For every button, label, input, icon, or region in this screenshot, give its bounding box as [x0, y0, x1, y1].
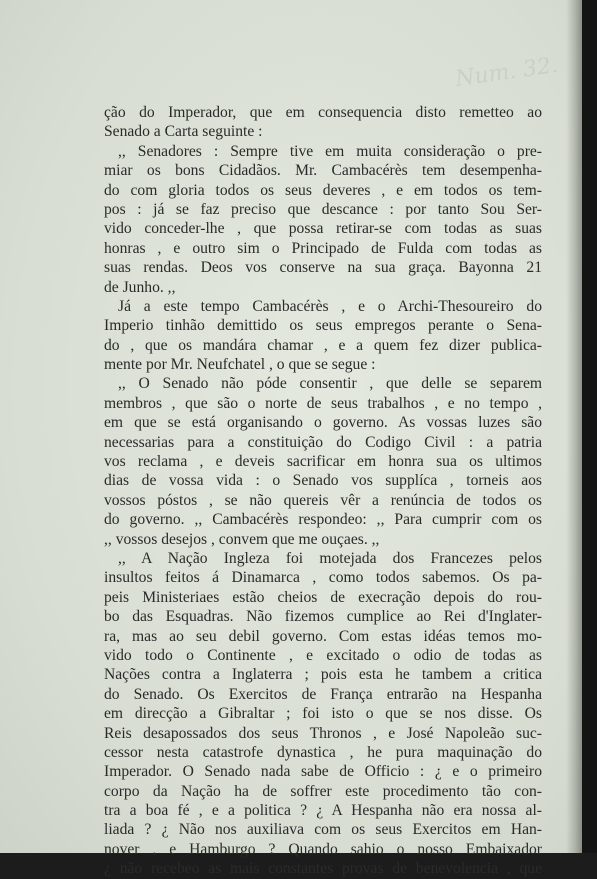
text-line: ,, O Senado não póde consentir , que delle se separem: [118, 375, 542, 393]
bleed-through-mark: Num. 32.: [453, 52, 560, 93]
text-line: necessarias para a constituição do Codigo Civil : a patria: [104, 433, 542, 451]
text-line: Imperio tinhão demittido os seus empregos perante o Sena-: [104, 317, 542, 335]
scan-edge: [582, 0, 597, 853]
text-line: ,, vossos desejos , convem que me ouçaes. ,,: [104, 530, 380, 548]
text-line: membros , que são o norte de seus trabalhos , e no tempo ,: [104, 394, 542, 412]
text-line: vossos póstos , se não quereis vêr a renúncia de todos os: [104, 491, 542, 509]
text-line: vos reclama , e deveis sacrificar em honra sua os ultimos: [104, 453, 542, 471]
text-line: vido todo o Continente , e excitado o odio de todas as: [104, 646, 542, 664]
text-line: insultos feitos á Dinamarca , como todos sabemos. Os pa-: [104, 569, 542, 587]
text-line: do com gloria todos os seus deveres , e em todos os tem-: [104, 181, 542, 199]
body-text: [104, 103, 542, 879]
text-line: ra, mas ao seu debil governo. Com estas idéas temos mo-: [104, 627, 542, 645]
text-line: nover , e Hamburgo ? Quando sahio o nosso Embaixador: [104, 840, 542, 858]
text-line: Senado a Carta seguinte :: [104, 123, 263, 141]
text-line: liada ? ¿ Não nos auxiliava com os seus Exercitos em Han-: [104, 821, 542, 839]
text-line: peis Ministeriaes estão cheios de execração depois do rou-: [104, 588, 542, 606]
text-line: pos : já se faz preciso que descance : por tanto Sou Ser-: [104, 200, 542, 218]
text-line: ,, A Nação Ingleza foi motejada dos Francezes pelos: [118, 549, 542, 567]
text-line: mente por Mr. Neufchatel , o que se segue :: [104, 356, 376, 374]
text-line: ¿ não recebeo as mais constantes provas de benevolencia , que: [104, 860, 542, 878]
text-line: em direcção a Gibraltar ; foi isto o que se nos disse. Os: [104, 705, 542, 723]
text-line: do governo. ,, Cambacérès respondeo: ,, Para cumprir com os: [104, 511, 542, 529]
text-line: ção do Imperador, que em consequencia disto remetteo ao: [104, 104, 542, 121]
text-line: em que se está organisando o governo. As vossas luzes são: [104, 414, 542, 432]
text-line: honras , e outro sim o Principado de Fulda com todas as: [104, 239, 542, 257]
text-line: Nações contra a Inglaterra ; pois esta he tambem a critica: [104, 666, 542, 684]
text-line: tra a boa fé , e a politica ? ¿ A Hespanha não era nossa al-: [104, 802, 542, 820]
text-line: Reis desapossados dos seus Thronos , e José Napoleão suc-: [104, 724, 542, 742]
text-line: corpo da Nação ha de soffrer este procedimento tão con-: [104, 782, 542, 800]
text-line: ,, Senadores : Sempre tive em muita consideração o pre-: [118, 142, 542, 160]
text-line: do Senado. Os Exercitos de França entrarão na Hespanha: [104, 685, 542, 703]
text-line: Imperador. O Senado nada sabe de Officio : ¿ e o primeiro: [104, 763, 542, 781]
text-line: bo das Esquadras. Não fizemos cumplice ao Rei d'Inglater-: [104, 608, 542, 626]
text-line: Já a este tempo Cambacérès , e o Archi-Thesoureiro do: [118, 297, 542, 315]
text-line: do , que os mandára chamar , e a quem fez dizer publica-: [104, 336, 542, 354]
text-line: cessor nesta catastrofe dynastica , he pura maquinação do: [104, 743, 542, 761]
text-line: miar os bons Cidadãos. Mr. Cambacérès tem desempenha-: [104, 162, 542, 180]
text-line: vido conceder-lhe , que possa retirar-se com todas as suas: [104, 220, 542, 238]
text-line: dias de vossa vida : o Senado vos supplíca , torneis aos: [104, 472, 542, 490]
text-line: de Junho. ,,: [104, 278, 176, 296]
text-line: suas rendas. Deos vos conserve na sua graça. Bayonna 21: [104, 259, 542, 277]
page-gutter-shadow: [566, 0, 582, 853]
